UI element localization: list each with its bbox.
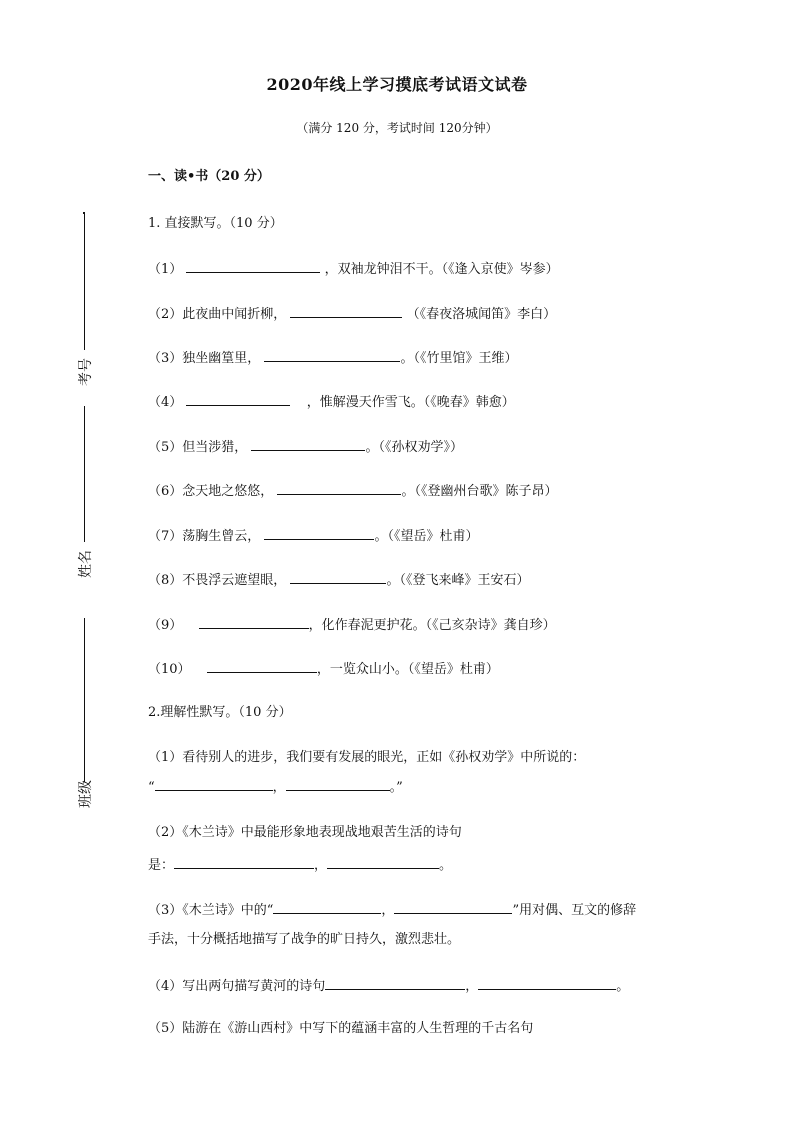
name-label: 姓名: [78, 550, 94, 578]
section-heading: 一、读•书（20 分）: [148, 169, 270, 184]
answer-blank[interactable]: [290, 570, 386, 584]
q2-part3-line2: 手法，十分概括地描写了战争的旷日持久，激烈悲壮。: [148, 932, 461, 947]
q1-item-6: [148, 481, 557, 501]
class-label: 班级: [78, 780, 94, 808]
q1-item-8: [148, 570, 529, 590]
answer-blank[interactable]: [155, 777, 273, 791]
answer-blank[interactable]: [277, 481, 401, 495]
answer-blank[interactable]: [174, 855, 314, 869]
comma: ，: [465, 979, 479, 994]
period: 。: [439, 858, 453, 873]
open-quote: “: [148, 780, 155, 795]
q1-item-7: [148, 526, 478, 546]
answer-blank[interactable]: [186, 259, 320, 273]
answer-blank[interactable]: [264, 348, 400, 362]
exam-subtitle: （满分 120 分，考试时间 120分钟）: [296, 121, 498, 135]
item-text: 不畏浮云遮望眼，: [182, 573, 287, 588]
exam-no-line: [84, 214, 85, 350]
item-text: ，双袖龙钟泪不干。（《逢入京使》岑参）: [324, 262, 559, 277]
item-number: （9）: [148, 618, 183, 633]
q1-item-9: [148, 615, 556, 635]
q2-part1-prompt: （1）看待别人的进步，我们要有发展的眼光，正如《孙权劝学》中所说的：: [148, 750, 586, 765]
item-text: 念天地之悠悠，: [182, 484, 274, 499]
item-text: ，化作春泥更护花。（《己亥杂诗》龚自珍）: [308, 618, 556, 633]
exam-title: 2020年线上学习摸底考试语文试卷: [266, 75, 528, 94]
q1-item-10: [148, 659, 499, 679]
close-quote: 。”: [389, 780, 403, 795]
prefix: 是：: [148, 858, 175, 873]
item-number: （5）: [148, 440, 183, 455]
answer-blank[interactable]: [273, 900, 381, 914]
item-number: （8）: [148, 573, 183, 588]
item-text: ，惟解漫天作雪飞。（《晚春》韩愈）: [306, 395, 515, 410]
binding-margin: [60, 210, 100, 850]
item-text: （《春夜洛城闻笛》李白）: [406, 307, 557, 322]
item-text: 。（《孙权劝学》）: [365, 440, 463, 455]
q2-part4-prompt: [148, 976, 629, 996]
class-line: [84, 618, 85, 782]
item-text: 但当涉猎，: [182, 440, 248, 455]
name-line: [84, 406, 85, 542]
item-number: （2）: [148, 307, 183, 322]
answer-blank[interactable]: [290, 304, 402, 318]
answer-blank[interactable]: [478, 976, 616, 990]
answer-blank[interactable]: [286, 777, 390, 791]
q1-item-3: [148, 348, 517, 368]
answer-blank[interactable]: [264, 526, 374, 540]
period: 。: [616, 979, 630, 994]
item-text: 。（《望岳》杜甫）: [374, 529, 479, 544]
item-number: （6）: [148, 484, 183, 499]
item-text: 。（《登飞来峰》王安石）: [386, 573, 530, 588]
q1-title: 1. 直接默写。（10 分）: [148, 216, 283, 231]
item-text: 独坐幽篁里，: [182, 351, 261, 366]
answer-blank[interactable]: [186, 392, 290, 406]
item-text: 荡胸生曾云，: [182, 529, 261, 544]
answer-blank[interactable]: [325, 976, 465, 990]
answer-blank[interactable]: [327, 855, 439, 869]
item-number: （1）: [148, 262, 183, 277]
q2-part2-answer: [148, 855, 452, 875]
q2-part2-prompt: （2）《木兰诗》中最能形象地表现战地艰苦生活的诗句: [148, 825, 462, 840]
answer-blank[interactable]: [394, 900, 512, 914]
comma: ，: [314, 858, 328, 873]
comma: ，: [272, 780, 286, 795]
answer-blank[interactable]: [207, 659, 317, 673]
answer-blank[interactable]: [199, 615, 309, 629]
item-number: （4）: [148, 395, 183, 410]
q1-item-4: [148, 392, 515, 412]
answer-blank[interactable]: [251, 437, 365, 451]
q2-title: 2.理解性默写。（10 分）: [148, 705, 292, 720]
prefix: （3）《木兰诗》中的“: [148, 903, 274, 918]
suffix: ”用对偶、互文的修辞: [512, 903, 637, 918]
item-text: 。（《竹里馆》王维）: [400, 351, 518, 366]
q1-item-1: [148, 259, 559, 279]
q1-item-2: [148, 304, 556, 324]
q1-item-5: [148, 437, 463, 457]
item-number: （3）: [148, 351, 183, 366]
prefix: （4）写出两句描写黄河的诗句: [148, 979, 326, 994]
comma: ，: [381, 903, 395, 918]
item-text: ，一览众山小。（《望岳》杜甫）: [316, 662, 499, 677]
q2-part1-answer: [148, 777, 403, 797]
exam-no-label: 考号: [78, 358, 94, 386]
item-text: 此夜曲中闻折柳，: [182, 307, 287, 322]
item-number: （10）: [148, 662, 191, 677]
item-text: 。（《登幽州台歌》陈子昂）: [401, 484, 558, 499]
q2-part3-prompt: [148, 900, 636, 920]
q2-part5-prompt: （5）陆游在《游山西村》中写下的蕴涵丰富的人生哲理的千古名句: [148, 1021, 534, 1036]
item-number: （7）: [148, 529, 183, 544]
